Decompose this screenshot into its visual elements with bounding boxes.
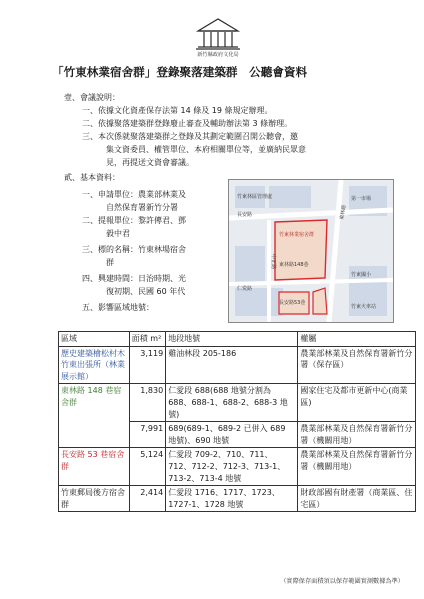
section2-item-3-line2: 群: [106, 258, 114, 267]
section2-item-4-line2: 復初期、民國 60 年代: [106, 287, 186, 296]
section2-item-4: 四、興建時間：日治時期、光: [82, 274, 186, 283]
cell-size: 2,414: [129, 486, 165, 512]
cell-size: 3,119: [129, 346, 165, 384]
map-label-forestry: 竹東林區管理處: [237, 194, 273, 200]
cell-owner: 農業部林業及自然保育署新竹分署（保存區）: [298, 346, 416, 384]
cell-owner: 財政部國有財產署（商業區、住宅區）: [298, 486, 416, 512]
cell-owner: 國家住宅及都市更新中心(商業區): [298, 384, 416, 422]
cell-size: 1,830: [129, 384, 165, 422]
cell-owner: 農業部林業及自然保育署新竹分署（機關用地）: [298, 422, 416, 448]
cell-lot: 仁愛段 709-2、710、711、712、712-2、712-3、713-1、713-2、713-4 地號: [166, 448, 298, 486]
table-header-row: [59, 332, 416, 347]
section2-item-1: 一、申請單位：農業部林業及: [82, 190, 186, 199]
cell-lot: 仁愛段 1716、1717、1723、1727-1、1728 地號: [166, 486, 298, 512]
header-size: 面積 m²: [129, 332, 165, 347]
map-label-station: 竹東國小: [351, 272, 372, 278]
map-label-lane53: 長安路53巷: [279, 300, 306, 306]
section2-item-3: 三、標的名稱：竹東林場宿舍: [82, 245, 186, 254]
footnote: （實際保存面積須以保存範圍實測數據為準）: [280, 578, 404, 585]
map-label-zhongzheng: 中正路: [270, 254, 276, 270]
section2-item-2-line2: 毅中君: [106, 229, 130, 238]
header-area: 區域: [59, 332, 130, 347]
section1-item-3-line2: 集文資委員、權管單位、本府相關單位等，並廣納民眾意: [106, 145, 306, 154]
map-label-bureau: 竹東林業宿舍群: [279, 232, 315, 238]
map-block-n: [269, 186, 311, 208]
cell-size: 5,124: [129, 448, 165, 486]
cell-area: 歷史建築檜松村木竹東出張所（林業展示館）: [59, 346, 130, 384]
section2-heading: 貳、基本資料：: [64, 173, 120, 182]
section1-item-3: 三、本次係就聚落建築群之登錄及其劃定範圍召開公聽會，邀: [82, 132, 298, 141]
map-label-donglin: 東林路: [339, 204, 348, 221]
table-row: [59, 384, 416, 422]
section1-item-1: 一、依據文化資產保存法第 14 條及 19 條規定辦理。: [82, 106, 273, 115]
section2-item-5: 五、影響區域地號：: [82, 303, 154, 312]
map-zone-main: [275, 220, 327, 280]
parcel-table: [58, 331, 416, 512]
table-row: [59, 346, 416, 384]
map-label-railway: 竹東火車站: [351, 304, 377, 310]
cell-area: 東林路 148 巷宿舍群: [59, 384, 130, 448]
logo-org-text: 新竹縣政府文化局: [197, 52, 239, 57]
cell-owner: 農業部林業及自然保育署新竹分署（機關用地）: [298, 448, 416, 486]
map-label-lane148: 東林路148巷: [279, 262, 309, 268]
cell-lot: 仁愛段 688(688 地號分割為 688、688-1、688-2、688-3 地號): [166, 384, 298, 422]
building-icon: [196, 19, 240, 49]
map-label-changan: 長安路: [237, 212, 253, 218]
document-title: 「竹東林業宿舍群」登錄聚落建築群 公聽會資料: [52, 65, 308, 79]
site-map: [228, 179, 394, 323]
header-lot: 地段地號: [166, 332, 298, 347]
map-block-w: [235, 246, 265, 282]
map-label-renai: 仁愛路: [237, 286, 253, 292]
section1-item-3-line3: 見，再提送文資會審議。: [106, 158, 194, 167]
cell-size: 7,991: [129, 422, 165, 448]
header-owner: 權屬: [298, 332, 416, 347]
institution-logo: [178, 15, 258, 57]
table-row: [59, 486, 416, 512]
cell-area: 長安路 53 巷宿舍群: [59, 448, 130, 486]
section1-item-2: 二、依據聚落建築群登錄廢止審查及輔助辦法第 3 條辦理。: [82, 119, 293, 128]
section1-heading: 壹、會議說明：: [64, 93, 120, 102]
section2-item-2: 二、提報單位：黎許傳君、鄧: [82, 216, 186, 225]
cell-lot: 689(689-1、689-2 已併入 689 地號)、690 地號: [166, 422, 298, 448]
map-label-market: 第一市場: [351, 196, 372, 202]
table-row: [59, 448, 416, 486]
cell-lot: 雞油林段 205-186: [166, 346, 298, 384]
section2-item-1-line2: 自然保育署新竹分署: [106, 203, 178, 212]
cell-area: 竹東郵局後方宿舍群: [59, 486, 130, 512]
map-zone-post: [313, 288, 327, 314]
map-block-sw: [235, 288, 283, 316]
